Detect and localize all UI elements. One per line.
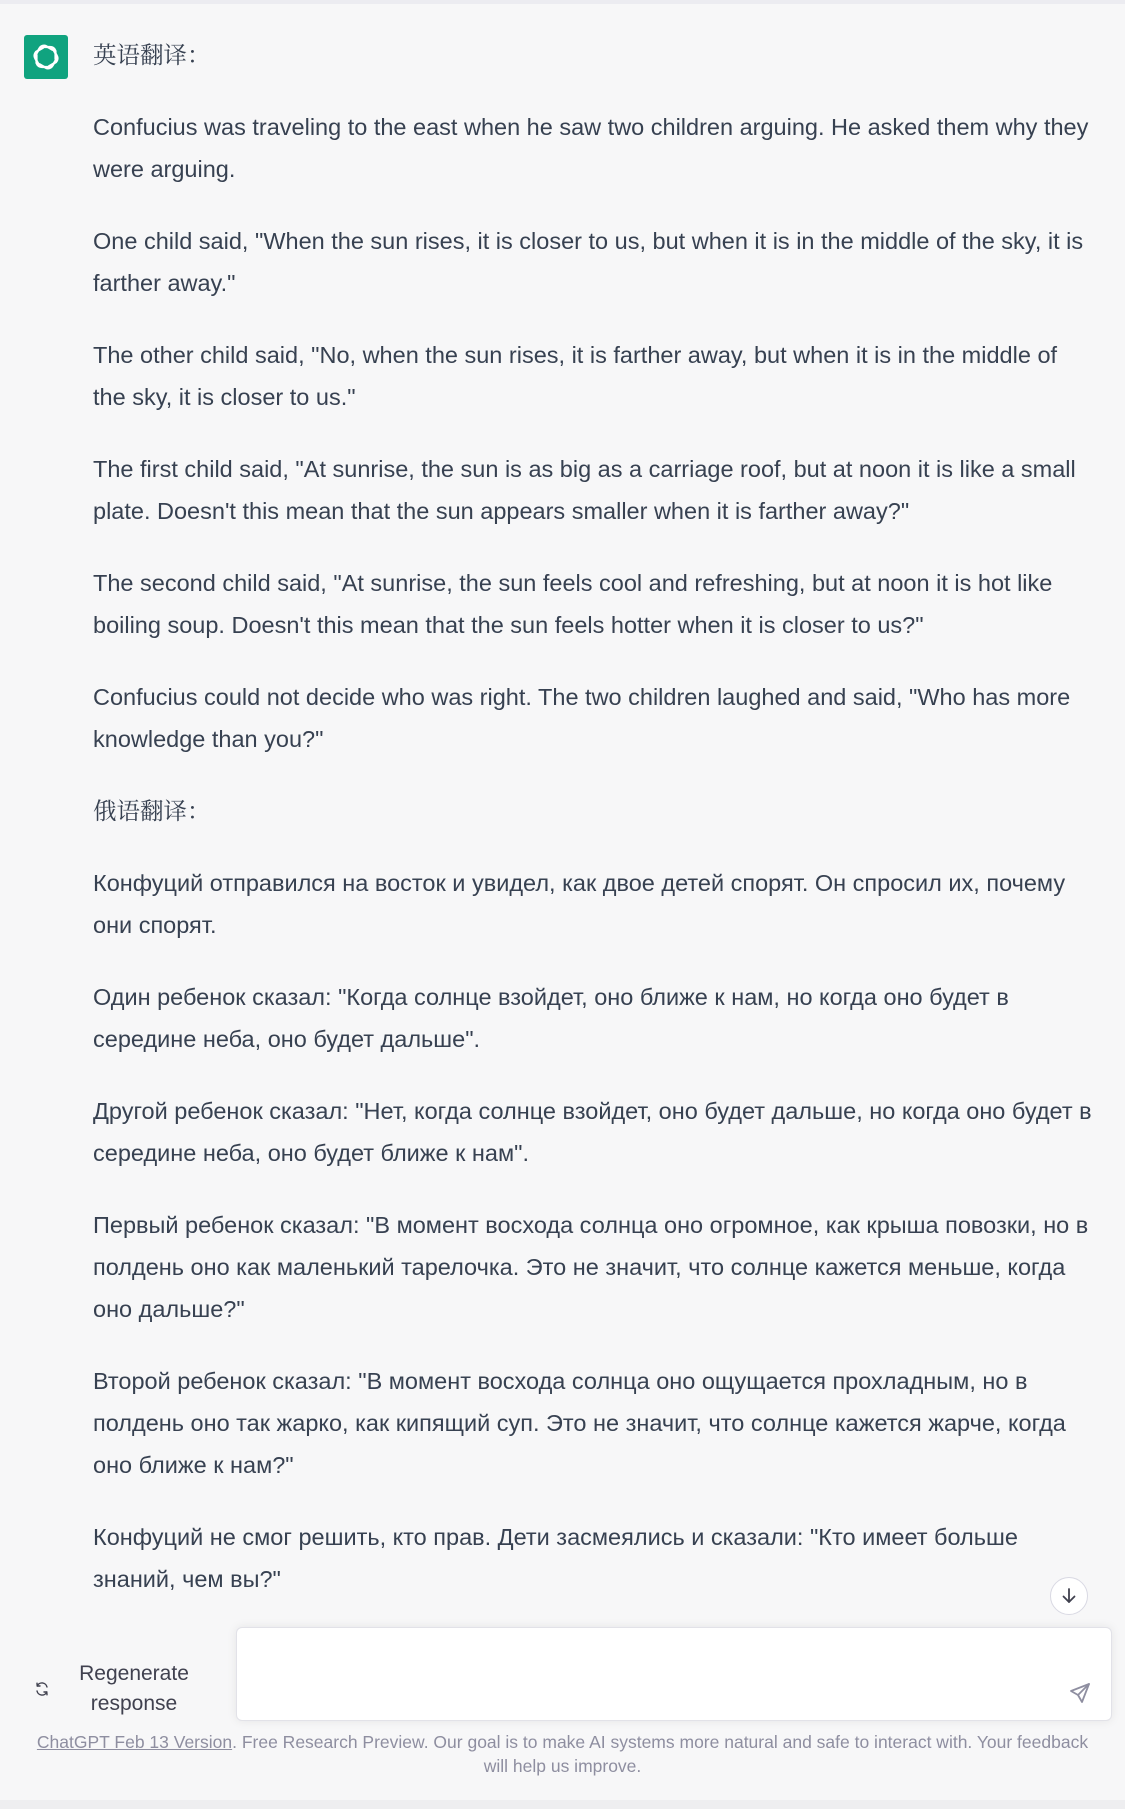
message-input-box[interactable] <box>236 1627 1112 1721</box>
paragraph: Второй ребенок сказал: "В момент восхода солнца оно ощущается прохладным, но в полдень оно так жарко, как кипящий суп. Это не значит, что солнце кажется жарче, когда оно ближе к нам?" <box>93 1368 1066 1478</box>
paragraph: Один ребенок сказал: "Когда солнце взойдет, оно ближе к нам, но когда оно будет в середине неба, оно будет дальше". <box>93 984 1009 1052</box>
version-link[interactable]: ChatGPT Feb 13 Version <box>36 1732 233 1752</box>
regenerate-response-button[interactable] <box>20 1644 225 1734</box>
composer-area <box>0 1624 1125 1809</box>
paragraph: The first child said, "At sunrise, the sun is as big as a carriage roof, but at noon it is like a small plate. Doesn't this mean that the sun appears smaller when it is farther away?" <box>93 456 1076 524</box>
paragraph: Confucius was traveling to the east when he saw two children arguing. He asked them why they were arguing. <box>93 114 1089 182</box>
refresh-icon <box>20 1681 64 1697</box>
scroll-to-bottom-button[interactable] <box>1050 1577 1088 1615</box>
send-button[interactable] <box>1065 1678 1095 1708</box>
heading-english-translation: 英语翻译： <box>93 42 211 68</box>
heading-russian-translation: 俄语翻译： <box>93 798 211 824</box>
paragraph: Первый ребенок сказал: "В момент восхода солнца оно огромное, как крыша повозки, но в полдень оно как маленький тарелочка. Это не значит, что солнце кажется меньше, когда оно дальше?" <box>93 1212 1089 1322</box>
paragraph: The other child said, "No, when the sun rises, it is farther away, but when it is in the middle of the sky, it is closer to us." <box>93 342 1058 410</box>
assistant-message <box>0 4 1125 1624</box>
paragraph: Конфуций не смог решить, кто прав. Дети засмеялись и сказали: "Кто имеет больше знаний, чем вы?" <box>93 1524 1018 1592</box>
paragraph: The second child said, "At sunrise, the sun feels cool and refreshing, but at noon it is hot like boiling soup. Doesn't this mean that the sun feels hotter when it is closer to us?" <box>93 570 1053 638</box>
message-input[interactable] <box>253 1642 1037 1706</box>
footer-text: . Free Research Preview. Our goal is to make AI systems more natural and safe to interact with. Your feedback will help us improve. <box>232 1732 1089 1776</box>
send-icon <box>1068 1681 1092 1705</box>
paragraph: Confucius could not decide who was right. The two children laughed and said, "Who has more knowledge than you?" <box>93 684 1071 752</box>
arrow-down-icon <box>1060 1587 1078 1605</box>
bottom-divider <box>0 1800 1125 1809</box>
message-content <box>93 34 1093 1630</box>
paragraph: Другой ребенок сказал: "Нет, когда солнце взойдет, оно будет дальше, но когда оно будет в середине неба, оно будет ближе к нам". <box>93 1098 1092 1166</box>
openai-logo-icon <box>24 35 68 79</box>
footer-disclaimer <box>30 1730 1095 1778</box>
paragraph: Конфуций отправился на восток и увидел, как двое детей спорят. Он спросил их, почему они спорят. <box>93 870 1066 938</box>
regenerate-label: Regenerate response <box>79 1662 189 1715</box>
paragraph: One child said, "When the sun rises, it is closer to us, but when it is in the middle of the sky, it is farther away." <box>93 228 1084 296</box>
